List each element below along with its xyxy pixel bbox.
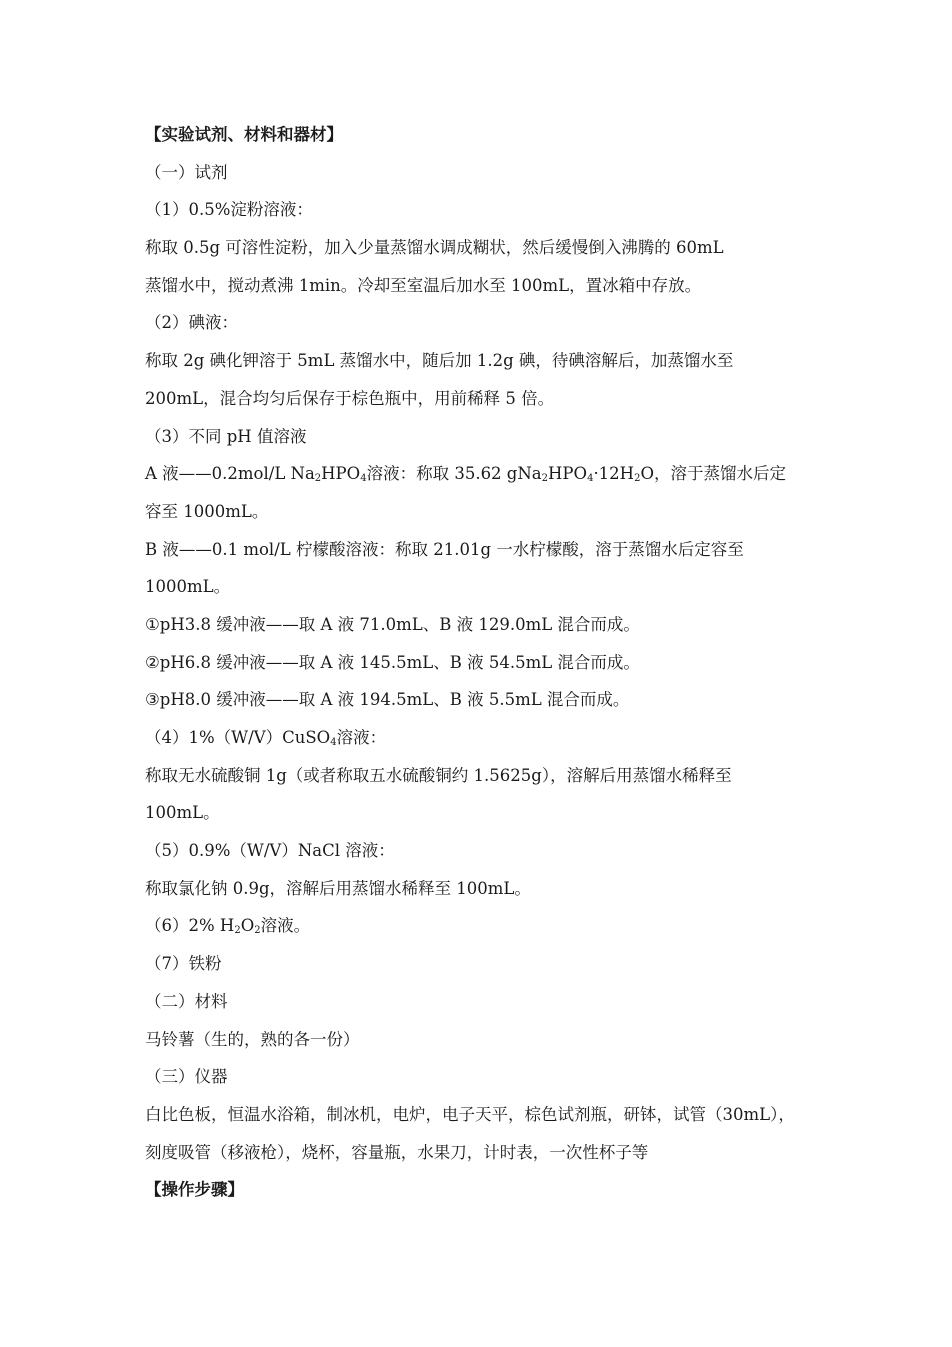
item1-text-line2: 蒸馏水中，搅动煮沸 1min。冷却至室温后加水至 100mL，置冰箱中存放。 xyxy=(145,275,702,295)
item7-title: （7）铁粉 xyxy=(145,954,222,974)
item5-title: （5）0.9%（W/V）NaCl 溶液： xyxy=(145,841,395,861)
section-heading-materials: 【实验试剂、材料和器材】 xyxy=(145,125,343,144)
document-body xyxy=(145,116,817,1209)
item4-title xyxy=(145,719,817,757)
subscript: 2 xyxy=(634,473,641,485)
item4-text: （4）1%（W/V）CuSO xyxy=(145,728,331,747)
item4-text-line2: 100mL。 xyxy=(145,803,220,823)
item6-text: （6）2% H xyxy=(145,916,235,936)
solution-b-line1: B 液——0.1 mol/L 柠檬酸溶液：称取 21.01g 一水柠檬酸，溶于蒸馏水后定容至 xyxy=(145,539,744,559)
reagents-heading: （一）试剂 xyxy=(145,162,228,182)
solution-a-text: 溶液：称取 35.62 gNa xyxy=(366,464,542,484)
solution-b-line2: 1000mL。 xyxy=(145,577,231,597)
item4-text-line1: 称取无水硫酸铜 1g（或者称取五水硫酸铜约 1.5625g），溶解后用蒸馏水稀释至 xyxy=(145,765,732,785)
subscript: 2 xyxy=(314,473,322,485)
instruments-heading: （三）仪器 xyxy=(145,1067,228,1087)
buffer-ph68: ②pH6.8 缓冲液——取 A 液 145.5mL、B 液 54.5mL 混合而成。 xyxy=(145,652,640,672)
subscript: 4 xyxy=(587,473,594,485)
subscript: 4 xyxy=(330,737,337,748)
section-heading-steps: 【操作步骤】 xyxy=(145,1180,244,1200)
buffer-ph38: ①pH3.8 缓冲液——取 A 液 71.0mL、B 液 129.0mL 混合而成。 xyxy=(145,614,640,634)
instruments-text-line2: 刻度吸管（移液枪），烧杯，容量瓶，水果刀，计时表，一次性杯子等 xyxy=(145,1142,649,1162)
subscript: 2 xyxy=(234,925,241,937)
item6-text: O xyxy=(240,916,255,936)
solution-a-text: O，溶于蒸馏水后定 xyxy=(640,464,786,484)
instruments-text-line1: 白比色板，恒温水浴箱，制冰机，电炉，电子天平，棕色试剂瓶，研钵，试管（30mL）， xyxy=(145,1104,795,1124)
subscript: 2 xyxy=(541,473,549,485)
solution-a-text: ·12H xyxy=(593,464,635,484)
materials-text: 马铃薯（生的，熟的各一份） xyxy=(145,1029,360,1049)
solution-a-text: A 液——0.2mol/L Na xyxy=(145,464,315,484)
item6-text: 溶液。 xyxy=(260,916,311,936)
item2-text-line1: 称取 2g 碘化钾溶于 5mL 蒸馏水中，随后加 1.2g 碘，待碘溶解后，加蒸馏水至 xyxy=(145,351,734,371)
subscript: 4 xyxy=(360,473,367,485)
item5-text-line1: 称取氯化钠 0.9g，溶解后用蒸馏水稀释至 100mL。 xyxy=(145,878,531,898)
materials-heading: （二）材料 xyxy=(145,991,228,1011)
item6-title xyxy=(145,907,817,945)
item2-text-line2: 200mL，混合均匀后保存于棕色瓶中，用前稀释 5 倍。 xyxy=(145,388,555,408)
item1-title: （1）0.5%淀粉溶液： xyxy=(145,200,313,220)
solution-a-line2: 容至 1000mL。 xyxy=(145,501,269,521)
buffer-ph80: ③pH8.0 缓冲液——取 A 液 194.5mL、B 液 5.5mL 混合而成。 xyxy=(145,690,630,710)
item2-title: （2）碘液： xyxy=(145,313,238,333)
subscript: 2 xyxy=(254,925,261,937)
item3-title: （3）不同 pH 值溶液 xyxy=(145,426,307,446)
item4-text: 溶液： xyxy=(336,728,387,747)
solution-a-text: HPO xyxy=(321,464,361,484)
solution-a-line1 xyxy=(145,455,817,493)
solution-a-text: HPO xyxy=(548,464,588,484)
item1-text-line1: 称取 0.5g 可溶性淀粉，加入少量蒸馏水调成糊状，然后缓慢倒入沸腾的 60mL xyxy=(145,238,724,258)
